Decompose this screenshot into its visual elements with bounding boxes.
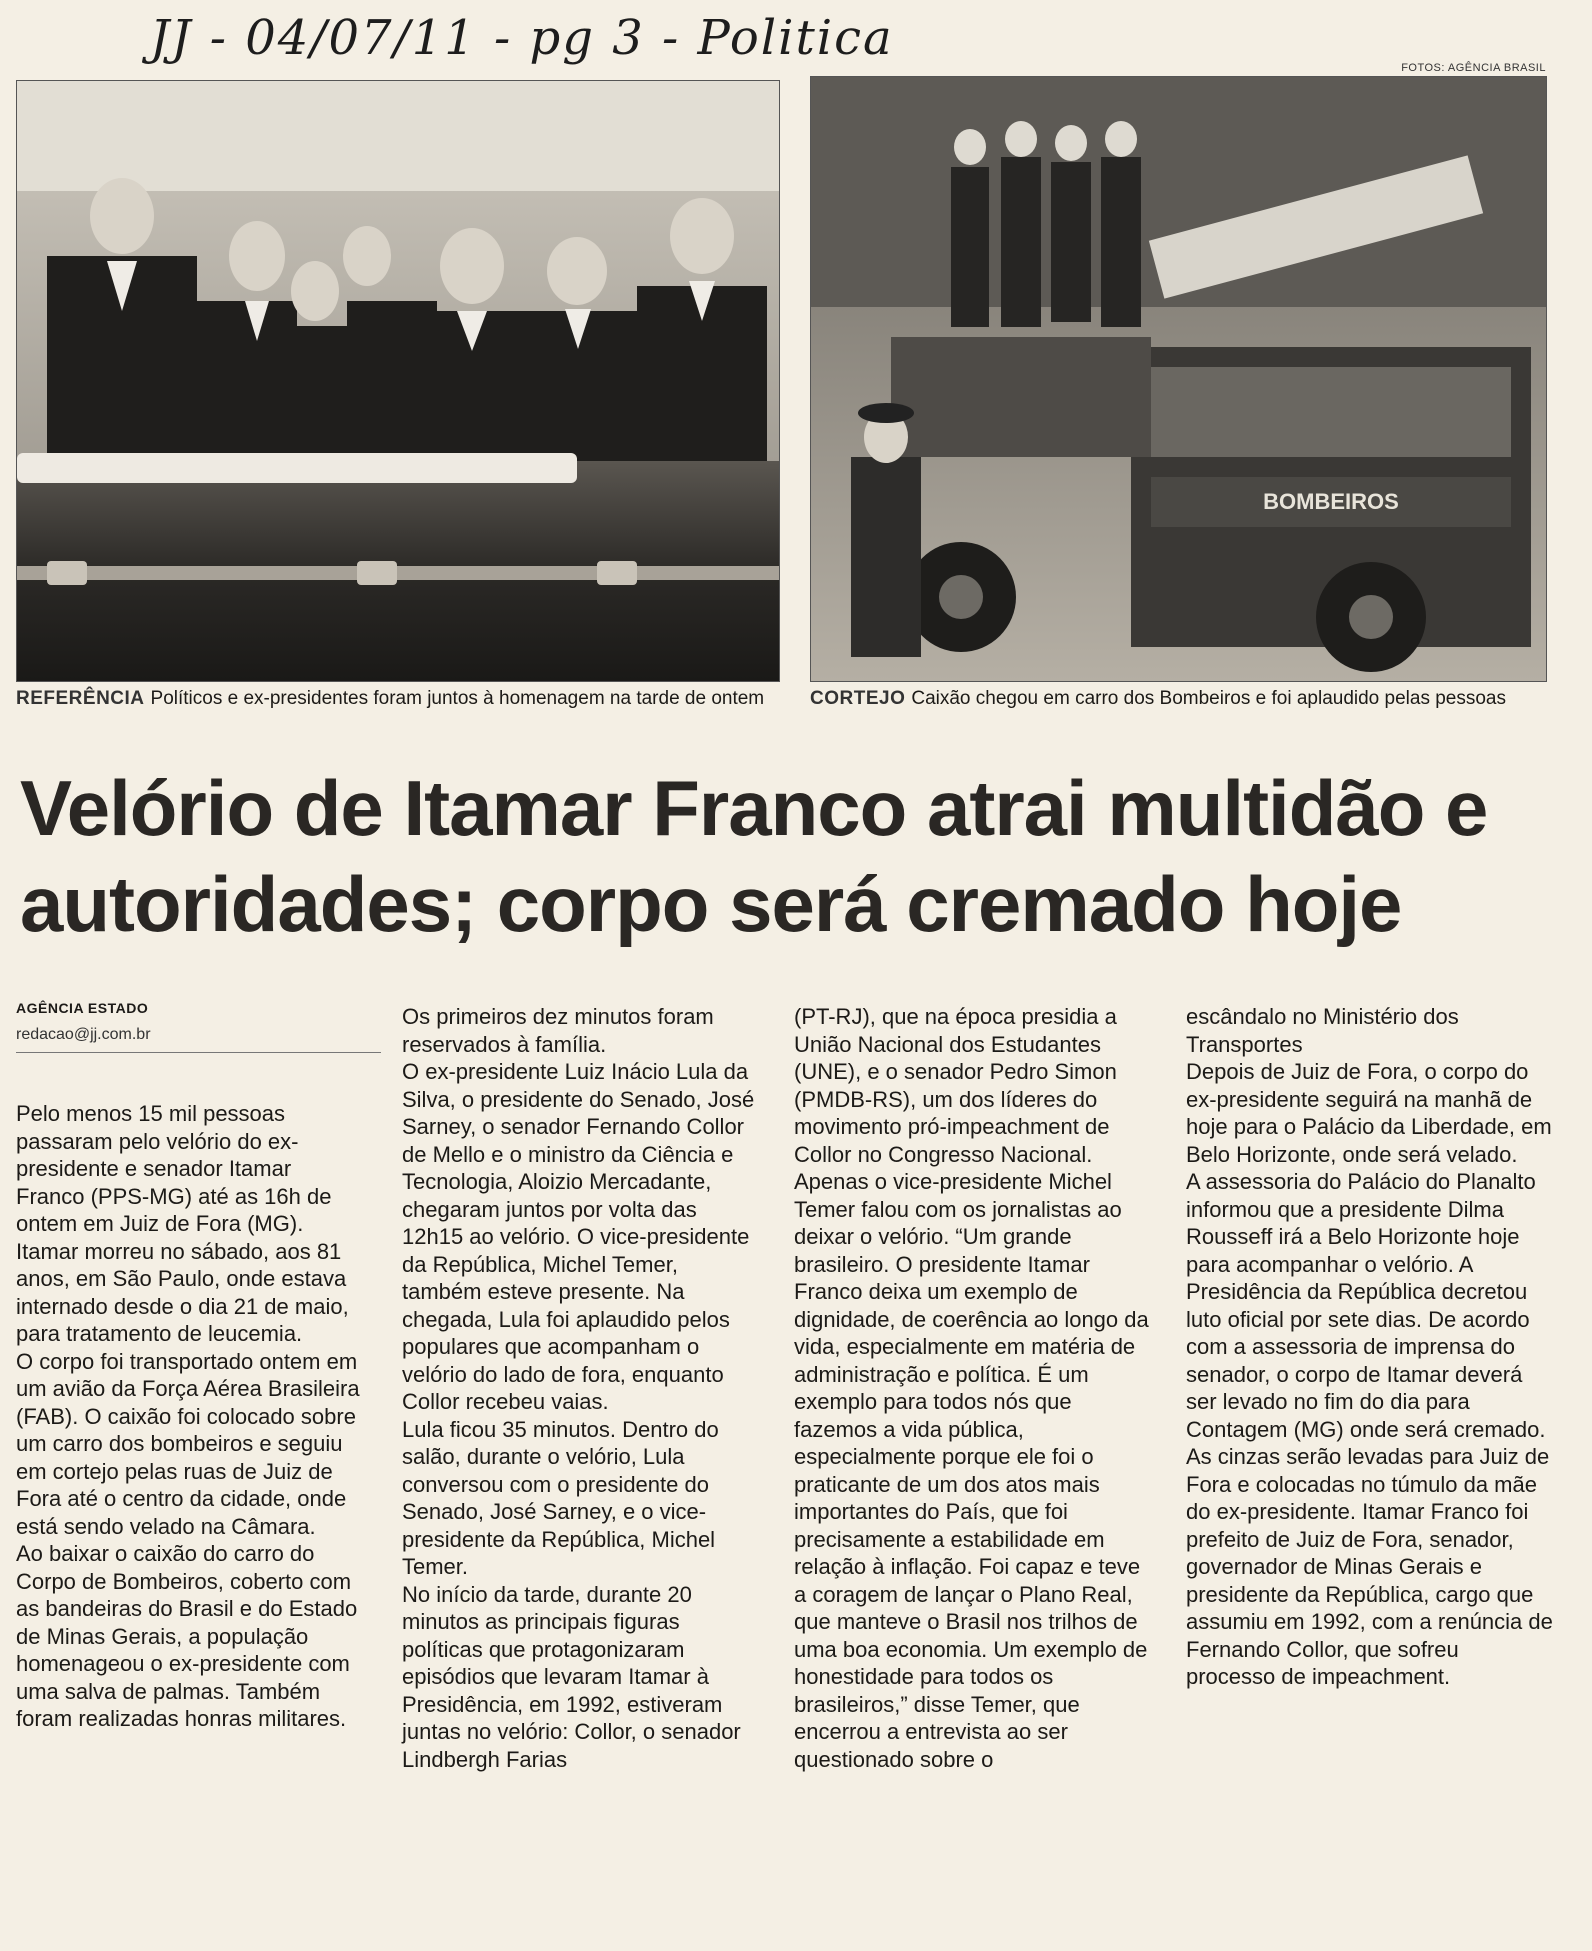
paragraph: Os primeiros dez minutos foram reservados à família. bbox=[402, 1004, 714, 1057]
paragraph: O ex-presidente Luiz Inácio Lula da Silva, o presidente do Senado, José Sarney, o senador Fernando Collor de Mello e o ministro da Ciência e Tecnologia, Aloizio Mercadante, chegaram juntos por volta das 12h15 ao velório. O vice-presidente da República, Michel Temer, também esteve presente. Na chegada, Lula foi aplaudido pelos populares que acompanham o velório do lado de fora, enquanto Collor recebeu vaias. bbox=[402, 1059, 755, 1414]
paragraph: escândalo no Ministério dos Transportes bbox=[1186, 1004, 1459, 1057]
byline-agency: AGÊNCIA ESTADO bbox=[16, 1000, 149, 1016]
truck-label: BOMBEIROS bbox=[1263, 489, 1399, 514]
paragraph: O corpo foi transportado ontem em um avião da Força Aérea Brasileira (FAB). O caixão foi colocado sobre um carro dos bombeiros e seguiu em cortejo pelas ruas de Juiz de Fora até o centro da cidade, onde está sendo velado na Câmara. bbox=[16, 1348, 360, 1539]
article-column-3 bbox=[794, 1003, 1150, 1773]
headline: Velório de Itamar Franco atrai multidão e autoridades; corpo será cremado hoje bbox=[20, 764, 1488, 948]
byline bbox=[16, 1000, 381, 1053]
photo-politicians-at-casket bbox=[16, 80, 780, 682]
paragraph: (PT-RJ), que na época presidia a União Nacional dos Estudantes (UNE), e o senador Pedro Simon (PMDB-RS), um dos líderes do movimento pró-impeachment de Collor no Congresso Nacional. bbox=[794, 1004, 1117, 1167]
handwritten-clipping-note: JJ - 04/07/11 - pg 3 - Politica bbox=[150, 10, 894, 66]
paragraph: A assessoria do Palácio do Planalto informou que a presidente Dilma Rousseff irá a Belo Horizonte hoje para acompanhar o velório. A Presidência da República decretou luto oficial por sete dias. De acordo com a assessoria de imprensa do senador, o corpo de Itamar deverá ser levado no fim do dia para Contagem (MG) onde será cremado. bbox=[1186, 1169, 1546, 1442]
paragraph: As cinzas serão levadas para Juiz de Fora e colocadas no túmulo da mãe do ex-presidente. Itamar Franco foi prefeito de Juiz de Fora, senador, governador de Minas Gerais e presidente da República, cargo que assumiu em 1992, com a renúncia de Fernando Collor, que sofreu processo de impeachment. bbox=[1186, 1444, 1553, 1689]
caption-text: Políticos e ex-presidentes foram juntos à homenagem na tarde de ontem bbox=[150, 688, 765, 709]
byline-email: redacao@jj.com.br bbox=[16, 1026, 151, 1043]
article-column-2 bbox=[402, 1003, 762, 1773]
article-column-1 bbox=[16, 1100, 361, 1733]
paragraph: Apenas o vice-presidente Michel Temer falou com os jornalistas ao deixar o velório. “Um grande brasileiro. O presidente Itamar Franco deixa um exemplo de dignidade, de coerência ao longo da vida, especialmente em matéria de administração e política. É um exemplo para todos nós que fazemos a vida pública, especialmente porque ele foi o praticante de um dos atos mais importantes do País, que foi precisamente a estabilidade em relação à inflação. Foi capaz e teve a coragem de lançar o Plano Real, que manteve o Brasil nos trilhos de uma boa economia. Um exemplo de honestidade para todos os brasileiros,” disse Temer, que encerrou a entrevista ao ser questionado sobre o bbox=[794, 1169, 1149, 1772]
paragraph: No início da tarde, durante 20 minutos as principais figuras políticas que protagonizaram episódios que levaram Itamar à Presidência, em 1992, estiveram juntas no velório: Collor, o senador Lindbergh Farias bbox=[402, 1581, 741, 1772]
photo-credit: FOTOS: AGÊNCIA BRASIL bbox=[1401, 62, 1546, 74]
photo-caption-right bbox=[810, 688, 1506, 710]
article-column-4 bbox=[1186, 1003, 1554, 1691]
paragraph: Lula ficou 35 minutos. Dentro do salão, durante o velório, Lula conversou com o presidente do Senado, José Sarney, e o vice-presidente da República, Michel Temer. bbox=[402, 1416, 719, 1579]
paragraph: Ao baixar o caixão do carro do Corpo de Bombeiros, coberto com as bandeiras do Brasil e do Estado de Minas Gerais, a população homenageou o ex-presidente com uma salva de palmas. Também foram realizadas honras militares. bbox=[16, 1541, 358, 1731]
photo-caption-left bbox=[16, 688, 764, 710]
paragraph: Depois de Juiz de Fora, o corpo do ex-presidente seguirá na manhã de hoje para o Palácio da Liberdade, em Belo Horizonte, onde será velado. bbox=[1186, 1059, 1552, 1167]
caption-kicker: REFERÊNCIA bbox=[16, 688, 145, 709]
photo-politicians-illustration bbox=[17, 81, 779, 681]
photo-fire-truck-procession bbox=[810, 76, 1547, 682]
caption-text: Caixão chegou em carro dos Bombeiros e foi aplaudido pelas pessoas bbox=[911, 688, 1506, 709]
photo-fire-truck-illustration bbox=[811, 77, 1546, 681]
paragraph: Pelo menos 15 mil pessoas passaram pelo velório do ex-presidente e senador Itamar Franco (PPS-MG) até as 16h de ontem em Juiz de Fora (MG). Itamar morreu no sábado, aos 81 anos, em São Paulo, onde estava internado desde o dia 21 de maio, para tratamento de leucemia. bbox=[16, 1101, 349, 1346]
caption-kicker: CORTEJO bbox=[810, 688, 906, 709]
